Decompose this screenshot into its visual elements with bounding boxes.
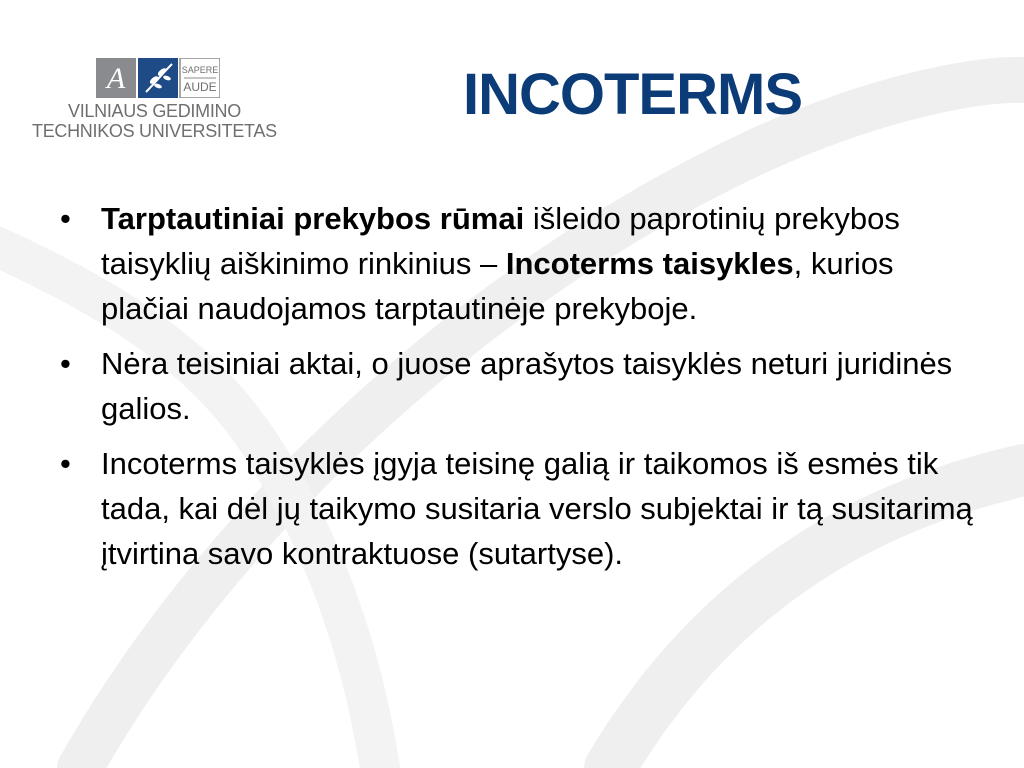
svg-text:A: A: [106, 62, 126, 95]
university-name-line2: TECHNIKOS UNIVERSITETAS: [32, 121, 277, 141]
bullet-item: [56, 441, 976, 576]
bullet-text: Nėra teisiniai aktai, o juose aprašytos taisyklės neturi juridinės galios.: [101, 346, 953, 426]
bullet-text: , kurios plačiai naudojamos tarptautinėje prekyboje.: [101, 246, 894, 326]
bullet-list: [56, 196, 976, 586]
slide-title: INCOTERMS: [463, 62, 802, 127]
university-name-line1: VILNIAUS GEDIMINO: [68, 101, 241, 121]
bullet-dot-icon: •: [60, 201, 71, 236]
logo-motto-top: SAPERE: [181, 65, 219, 75]
bullet-text: išleido paprotinių prekybos taisyklių aiškinimo rinkinius –: [101, 201, 900, 281]
bullet-item: [56, 341, 976, 431]
logo-motto-bottom: AUDE: [183, 80, 217, 94]
bullet-item: [56, 196, 976, 331]
university-logo: [30, 56, 290, 146]
bullet-text-bold: Incoterms taisykles: [505, 246, 794, 281]
bullet-text-bold: Tarptautiniai prekybos rūmai: [101, 201, 525, 236]
logo-emblem: [96, 58, 220, 98]
bullet-text: Incoterms taisyklės įgyja teisinę galią ir taikomos iš esmės tik tada, kai dėl jų taikymo susitaria verslo subjektai ir tą susitarimą įtvirtina savo kontraktuose (sutartyse).: [101, 446, 973, 571]
bullet-dot-icon: •: [60, 446, 71, 481]
bullet-dot-icon: •: [60, 346, 71, 381]
